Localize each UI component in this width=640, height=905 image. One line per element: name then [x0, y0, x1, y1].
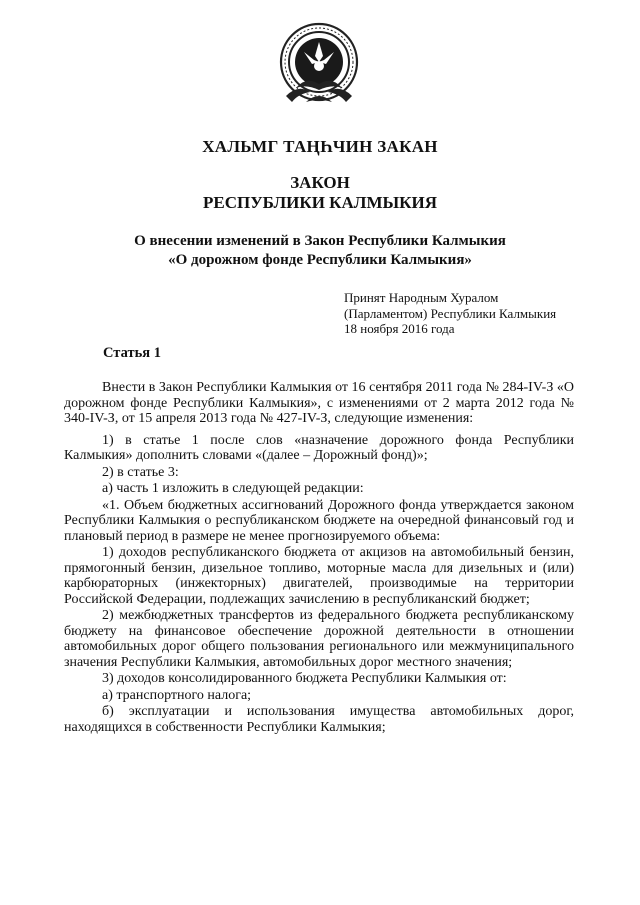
law-title	[0, 173, 640, 213]
paragraph: 1) в статье 1 после слов «назначение дорожного фонда Республики Калмыкия» дополнить словами «(далее – Дорожный фонд)»;	[64, 432, 574, 463]
adoption-note	[344, 290, 556, 337]
paragraph: б) эксплуатации и использования имущества автомобильных дорог, находящихся в собственности Республики Калмыкия;	[64, 704, 574, 735]
paragraph: 3) доходов консолидированного бюджета Республики Калмыкия от:	[102, 671, 507, 686]
adoption-note-line3: 18 ноября 2016 года	[344, 321, 455, 336]
article-heading: Статья 1	[103, 345, 161, 361]
law-subtitle-line2: «О дорожном фонде Республики Калмыкия»	[168, 252, 472, 268]
title-kalmyk: ХАЛЬМГ ТАҢҺЧИН ЗАКАН	[202, 137, 438, 156]
paragraph: 2) межбюджетных трансфертов из федерального бюджета республиканскому бюджету на финансовое обеспечение дорожной деятельности в отношении автомобильных дорог общего пользования регионального или межмуниципального значения Республики Калмыкия, автомобильных дорог местного значения;	[64, 608, 574, 670]
law-subtitle-line1: О внесении изменений в Закон Республики Калмыкия	[134, 233, 506, 249]
kalmykia-emblem-icon	[276, 18, 362, 112]
law-title-line2: РЕСПУБЛИКИ КАЛМЫКИЯ	[202, 193, 438, 212]
paragraph: «1. Объем бюджетных ассигнований Дорожного фонда утверждается законом Республики Калмыкия о республиканском бюджете на очередной финансовый год и плановый период в размере не менее прогнозируемого объема:	[64, 497, 574, 544]
paragraph: а) транспортного налога;	[102, 687, 252, 703]
paragraph: а) часть 1 изложить в следующей редакции:	[102, 481, 364, 496]
article-body	[64, 380, 574, 736]
paragraph: 2) в статье 3:	[102, 464, 179, 480]
adoption-note-line1: Принят Народным Хуралом	[344, 290, 499, 305]
paragraph: 1) доходов республиканского бюджета от акцизов на автомобильный бензин, прямогонный бензин, дизельное топливо, моторные масла для дизельных и (или) карбюраторных (инжекторных) двигателей, производимые на территории Российской Федерации, подлежащих зачислению в республиканский бюджет;	[64, 545, 574, 607]
law-subtitle	[0, 232, 640, 270]
paragraph: Внести в Закон Республики Калмыкия от 16 сентября 2011 года № 284-IV-З «О дорожном фонде Республики Калмыкия», с изменениями от 2 марта 2012 года № 340-IV-З, от 15 апреля 2013 года № 427-IV-З, следующие изменения:	[64, 380, 574, 426]
law-title-line1: ЗАКОН	[290, 173, 350, 192]
adoption-note-line2: (Парламентом) Республики Калмыкия	[344, 305, 557, 321]
